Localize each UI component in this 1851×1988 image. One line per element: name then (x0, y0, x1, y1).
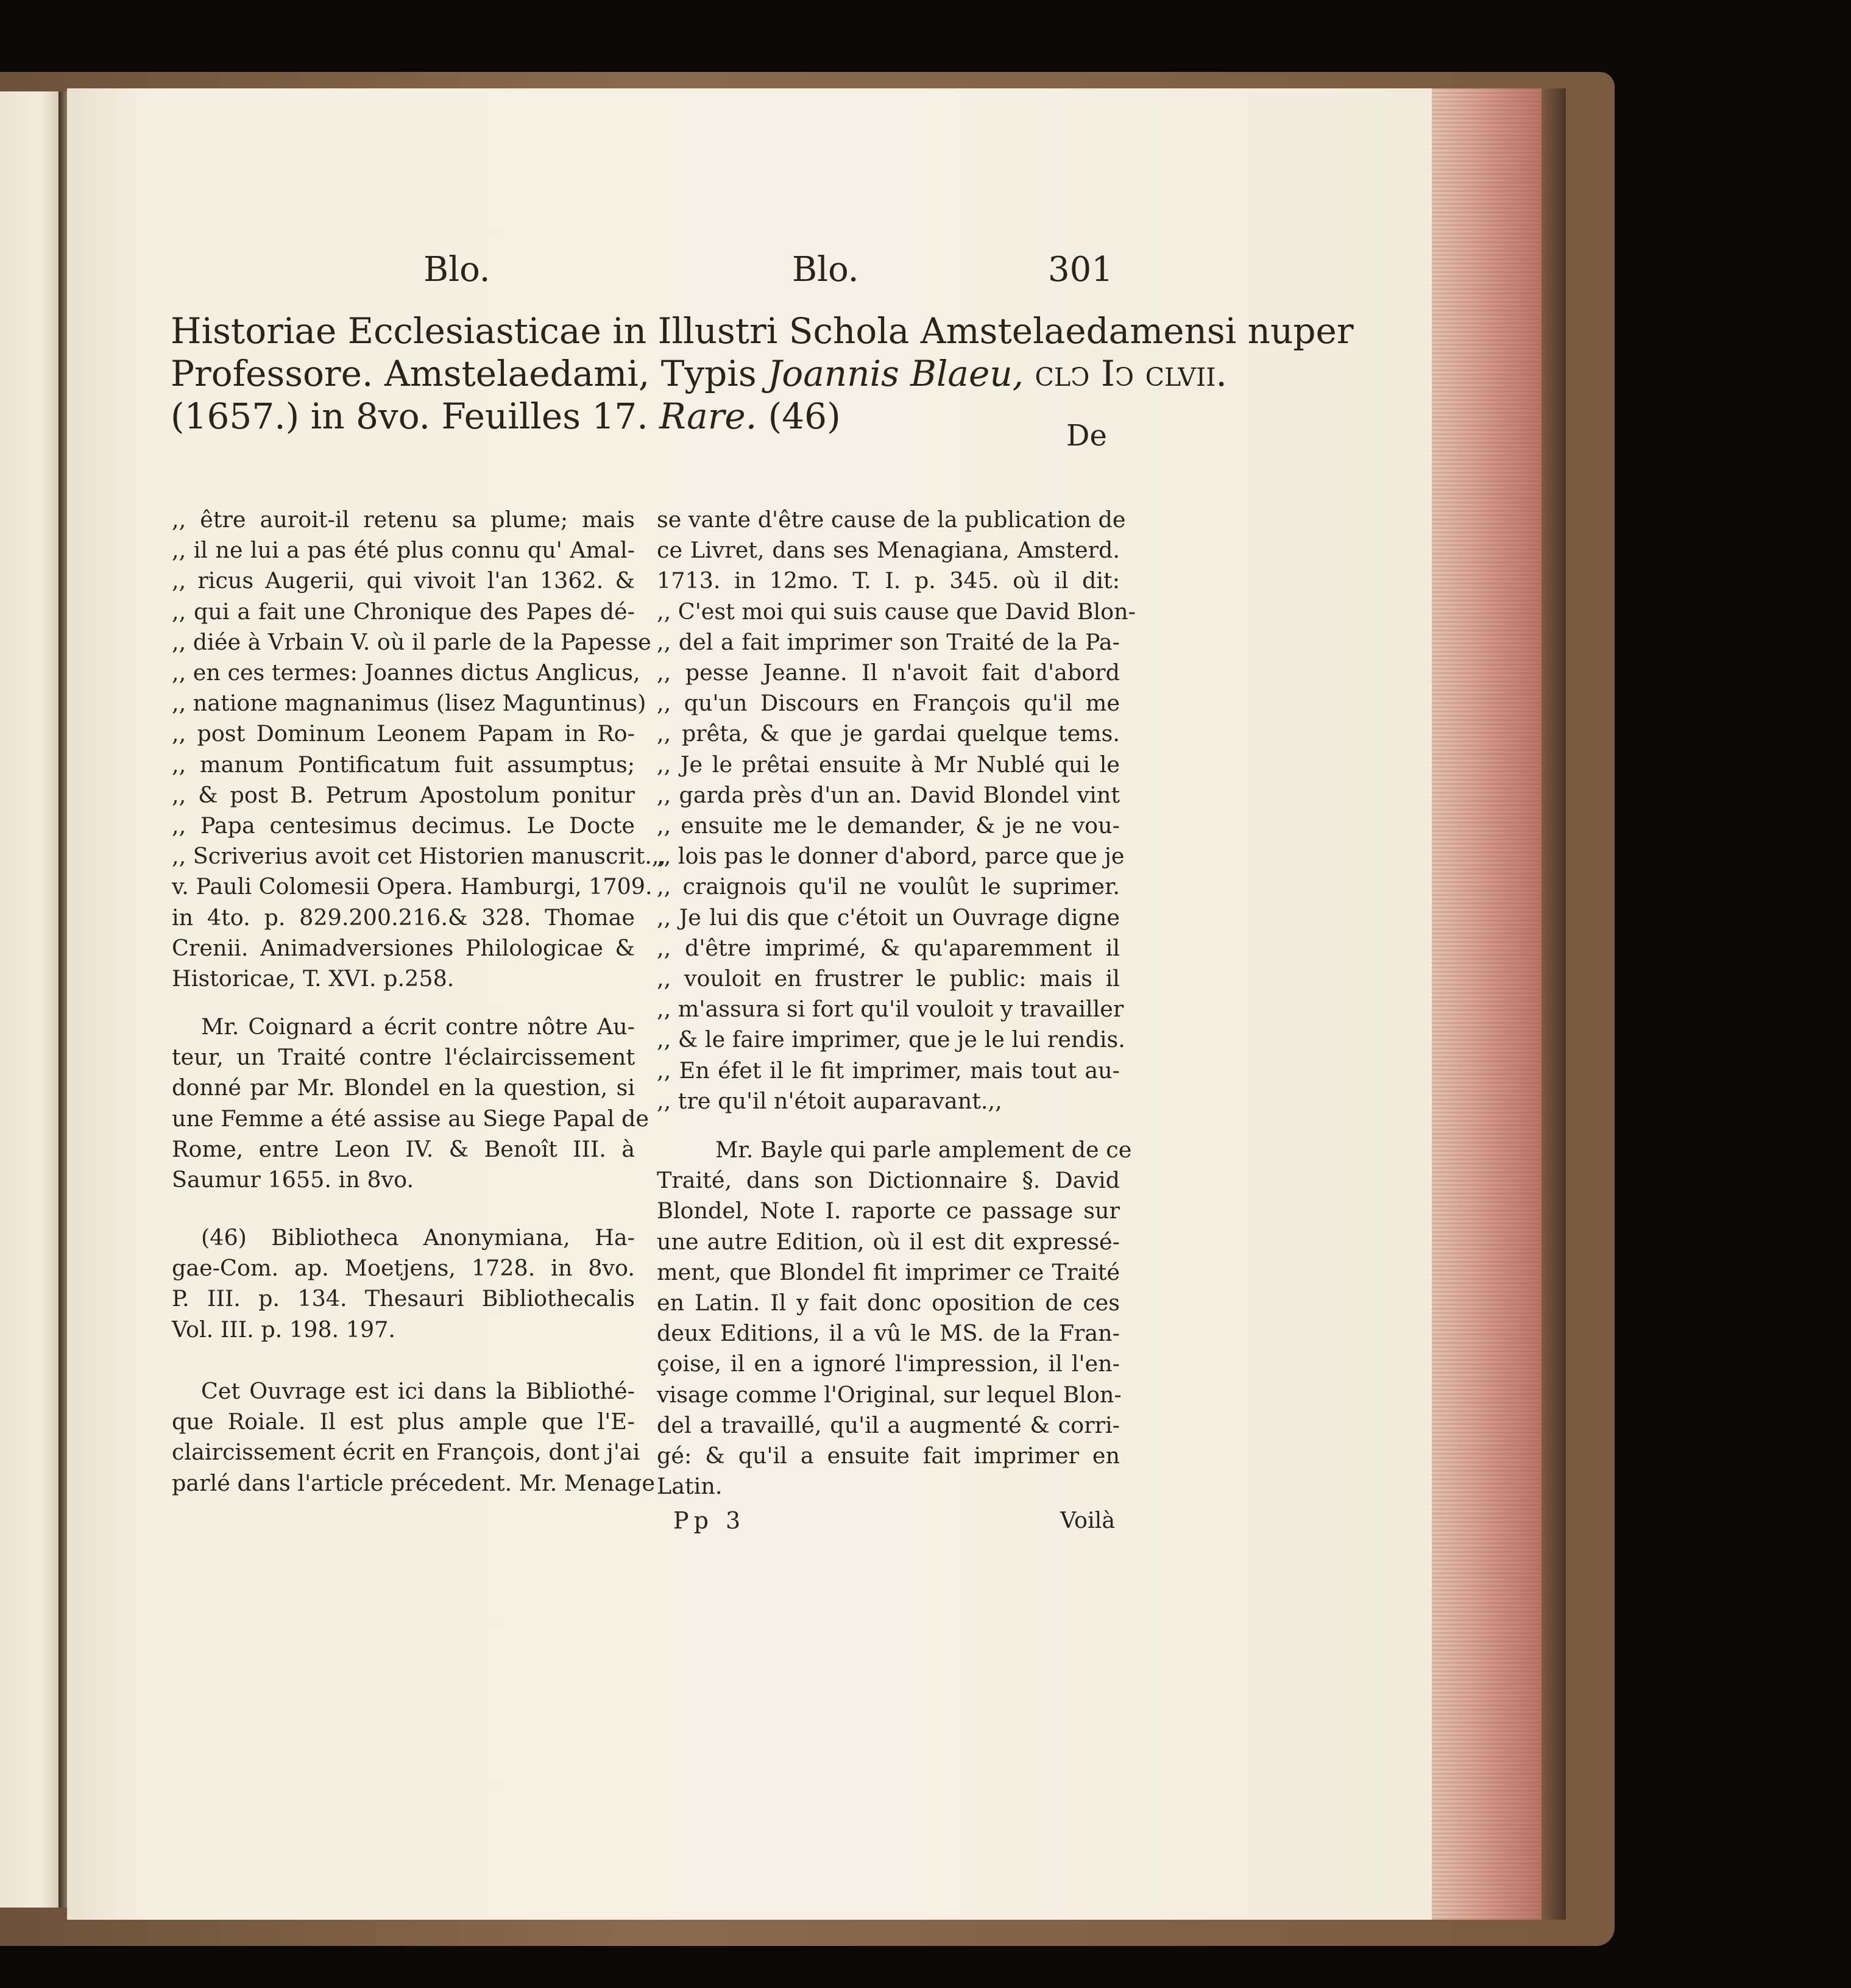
page-number: 301 (1048, 250, 1113, 289)
right-p2-line: Mr. Bayle qui parle amplement de ce (715, 1137, 1132, 1163)
left-paragraph-3 (172, 1376, 656, 1499)
right-line: ce Livret, dans ses Menagiana, Amsterd. (657, 537, 1120, 564)
right-p2-line: en Latin. Il y fait donc oposition de ces (657, 1290, 1120, 1316)
left-p2-line: Rome, entre Leon IV. & Benoît III. à (172, 1135, 635, 1162)
left-p3-line: Cet Ouvrage est ici dans la Bibliothé- (201, 1378, 635, 1404)
right-line: ,, vouloit en frustrer le public: mais il (657, 965, 1120, 992)
right-line: 1713. in 12mo. T. I. p. 345. où il dit: (657, 567, 1120, 594)
left-line: ,, Papa centesimus decimus. Le Docte (172, 812, 635, 839)
page-edge-red (1432, 88, 1541, 1920)
left-p2-line: Saumur 1655. in 8vo. (172, 1166, 414, 1193)
left-line: ,, natione magnanimus (lisez Maguntinus) (172, 690, 646, 717)
left-line: in 4to. p. 829.200.216.& 328. Thomae (172, 904, 635, 931)
left-paragraph-2 (172, 1012, 649, 1195)
title-line-2-b: Joannis Blaeu, (768, 353, 1024, 394)
left-line: ,, & post B. Petrum Apostolum ponitur (172, 781, 635, 808)
footer-catchword: Voilà (1060, 1507, 1116, 1533)
title-line-2-c: clↄ Iↄ clvii. (1024, 353, 1227, 394)
right-p2-line: gé: & qu'il a ensuite fait imprimer en (657, 1443, 1120, 1469)
right-line: ,, ensuite me le demander, & je ne vou- (657, 812, 1120, 839)
title-line-1: Historiae Ecclesiasticae in Illustri Schola Amstelaedamensi nuper (171, 310, 1354, 352)
right-paragraph-2 (657, 1135, 1132, 1502)
right-line: ,, & le faire imprimer, que je le lui rendis. (657, 1026, 1125, 1053)
right-line: ,, m'assura si fort qu'il vouloit y travailler (657, 996, 1124, 1023)
left-note-line: P. III. p. 134. Thesauri Bibliothecalis (172, 1285, 635, 1312)
left-p2-line: une Femme a été assise au Siege Papal de (172, 1105, 649, 1132)
right-p2-line: del a travaillé, qu'il a augmenté & corri- (657, 1411, 1120, 1438)
right-line: ,, garda près d'un an. David Blondel vint (657, 781, 1120, 808)
left-line: ,, en ces termes: Joannes dictus Anglicus, (172, 659, 640, 686)
right-p2-line: çoise, il en a ignoré l'impression, il l'en- (657, 1351, 1120, 1377)
title-line-2 (171, 352, 1227, 395)
left-p3-line: que Roiale. Il est plus ample que l'E- (172, 1408, 635, 1435)
right-line: ,, Je le prêtai ensuite à Mr Nublé qui le (657, 751, 1120, 778)
running-head-center: Blo. (792, 250, 859, 289)
left-line: ,, diée à Vrbain V. où il parle de la Papesse (172, 628, 651, 655)
title-line-2-a: Professore. Amstelaedami, Typis (171, 353, 768, 394)
left-line: ,, être auroit-il retenu sa plume; mais (172, 506, 635, 533)
right-line: se vante d'être cause de la publication de (657, 506, 1126, 533)
left-note-line: (46) Bibliotheca Anonymiana, Ha- (201, 1224, 635, 1251)
left-p2-line: Mr. Coignard a écrit contre nôtre Au- (201, 1014, 635, 1040)
left-page-sliver (0, 91, 60, 1908)
left-column (172, 505, 667, 994)
right-p2-line: ment, que Blondel fit imprimer ce Traité (657, 1258, 1120, 1285)
left-p2-line: teur, un Traité contre l'éclaircissement (172, 1044, 635, 1071)
left-line: ,, post Dominum Leonem Papam in Ro- (172, 720, 635, 747)
cover-edge (1541, 88, 1566, 1920)
right-p2-line: visage comme l'Original, sur lequel Blon- (657, 1381, 1122, 1408)
right-line: ,, craignois qu'il ne voulût le suprimer. (657, 873, 1120, 900)
title-line-3 (171, 395, 841, 438)
left-p2-line: donné par Mr. Blondel en la question, si (172, 1074, 635, 1101)
left-line: Crenii. Animadversiones Philologicae & (172, 934, 635, 961)
right-line: ,, pesse Jeanne. Il n'avoit fait d'abord (657, 659, 1120, 686)
left-note-line: Vol. III. p. 198. 197. (172, 1316, 396, 1343)
right-p2-line: une autre Edition, où il est dit expressé- (657, 1228, 1120, 1255)
title-line-3-c: (46) (757, 396, 841, 437)
left-footnote (172, 1223, 635, 1345)
title-catchword: De (1066, 419, 1107, 453)
left-line: ,, ricus Augerii, qui vivoit l'an 1362. & (172, 567, 635, 594)
title-line-3-a: (1657.) in 8vo. Feuilles 17. (171, 396, 660, 437)
right-p2-line: Blondel, Note I. raporte ce passage sur (657, 1198, 1120, 1224)
left-note-line: gae-Com. ap. Moetjens, 1728. in 8vo. (172, 1255, 635, 1282)
left-line: ,, Scriverius avoit cet Historien manuscrit.,, (172, 843, 667, 870)
right-p2-line: Latin. (657, 1473, 723, 1500)
right-line: ,, qu'un Discours en François qu'il me (657, 690, 1120, 717)
left-line: ,, il ne lui a pas été plus connu qu' Amal- (172, 537, 635, 564)
right-line: ,, En éfet il le fit imprimer, mais tout au- (657, 1057, 1120, 1084)
signature-mark: Pp 3 (673, 1507, 746, 1534)
left-line: ,, manum Pontificatum fuit assumptus; (172, 751, 635, 778)
left-line: ,, qui a fait une Chronique des Papes dé- (172, 598, 635, 625)
right-line: ,, C'est moi qui suis cause que David Blon- (657, 598, 1136, 625)
right-column (657, 505, 1136, 1116)
right-line: ,, d'être imprimé, & qu'aparemment il (657, 934, 1120, 961)
right-line: ,, del a fait imprimer son Traité de la Pa- (657, 628, 1120, 655)
right-line: ,, lois pas le donner d'abord, parce que je (657, 843, 1125, 870)
running-head-left: Blo. (423, 250, 490, 289)
left-p3-line: parlé dans l'article précedent. Mr. Menage (172, 1469, 656, 1496)
right-p2-line: Traité, dans son Dictionnaire §. David (657, 1167, 1120, 1194)
left-line: Historicae, T. XVI. p.258. (172, 965, 455, 992)
book-gutter (58, 91, 67, 1908)
left-line: v. Pauli Colomesii Opera. Hamburgi, 1709. (172, 873, 653, 900)
right-line: ,, tre qu'il n'étoit auparavant.,, (657, 1087, 1002, 1114)
right-line: ,, prêta, & que je gardai quelque tems. (657, 720, 1120, 747)
right-p2-line: deux Editions, il a vû le MS. de la Fran- (657, 1320, 1120, 1347)
right-line: ,, Je lui dis que c'étoit un Ouvrage digne (657, 904, 1120, 931)
left-p3-line: claircissement écrit en François, dont j'ai (172, 1439, 640, 1466)
title-line-3-b: Rare. (659, 396, 757, 437)
